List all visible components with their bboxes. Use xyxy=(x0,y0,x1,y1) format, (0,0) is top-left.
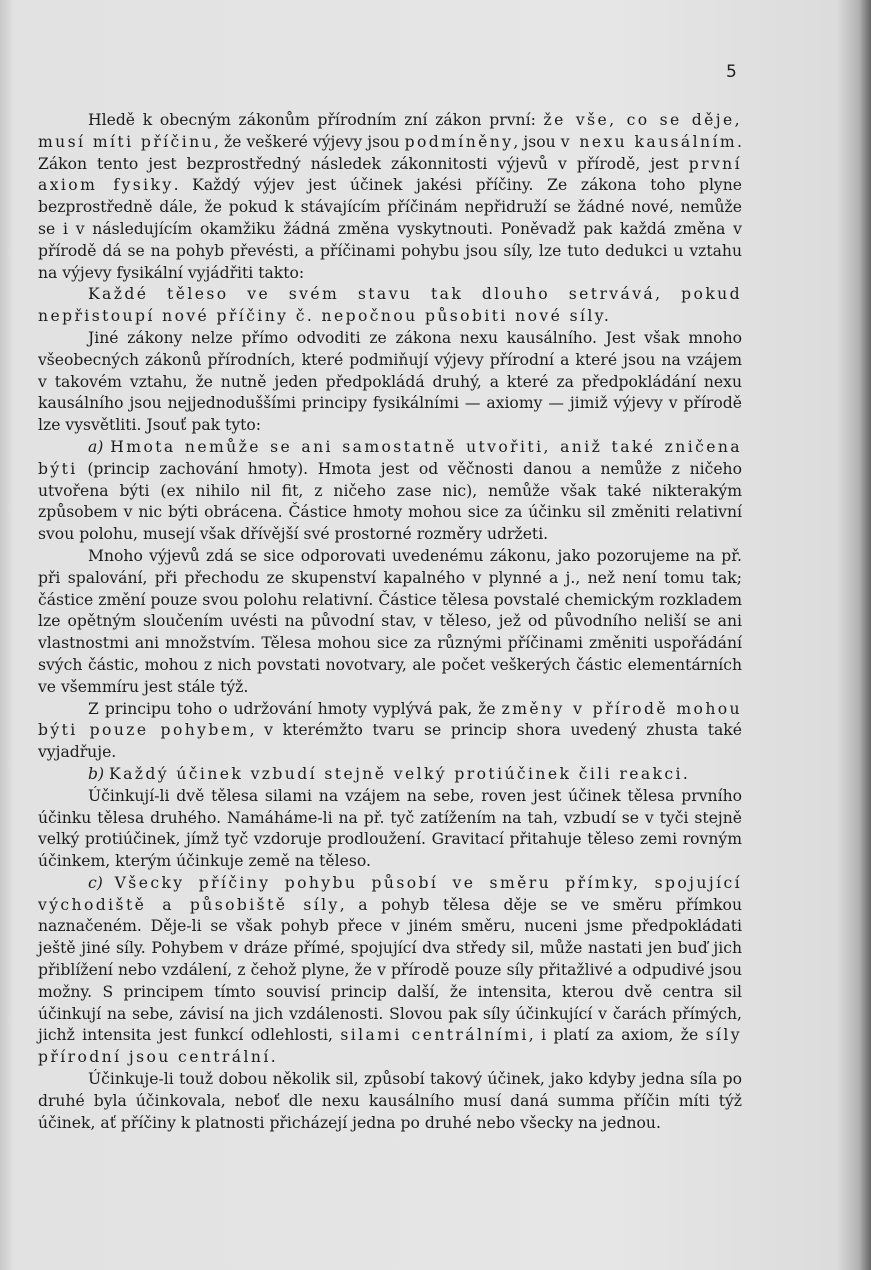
text-segment: . Zákon tento jest bezprostředný následek zákonnitosti výjevů v přírodě, jest xyxy=(38,132,743,173)
paragraph-p6 xyxy=(38,699,742,764)
text-segment: Účinkuje-li touž dobou několik sil, způsobí takový účinek, jako kdyby jedna síla po druhé byla účinkovala, neboť dle nexu kausálního musí daná summa příčin míti týž účinek, ať příčiny k platnosti přicházejí jedna po druhé nebo všecky na jednou. xyxy=(38,1070,742,1132)
paragraph-p3 xyxy=(38,328,742,437)
text-segment: , že veškeré výjevy jsou xyxy=(213,132,405,151)
page-number: 5 xyxy=(726,62,737,82)
paragraph-p5 xyxy=(38,546,742,699)
text-body xyxy=(38,110,742,1134)
text-segment: , a pohyb tělesa děje se ve směru přímkou naznačeném. Děje-li se však pohyb přece v jiném směru, nuceni jsme předpokládati ještě jiné síly. Pohybem v dráze přímé, spojující dva středy sil, může nastati jen buď jich přiblížení nebo vzdálení, z čehož plyne, že v přírodě pouze síly přitažlivé a odpudivé jsou možny. S principem tímto souvisí princip další, že intensita, kterou dvě centra sil účinkují na sebe, závisí na jich vzdálenosti. Slovou pak síly účinkující v čarách přímých, jichž intensita jest funkcí odlehlosti, xyxy=(38,895,742,1045)
item-marker: b) xyxy=(88,764,105,783)
text-segment: Z principu toho o udržování hmoty vyplývá pak, že xyxy=(88,699,502,718)
text-segment: Účinkují-li dvě tělesa silami na vzájem na sebe, roven jest účinek tělesa prvního účinku tělesa druhého. Namáháme-li na př. tyč zatížením na tah, vzbudí se v tyči stejně velký protiúčinek, jímž tyč vzdoruje prodloužení. Gravitací přitahuje těleso zemi rovným účinkem, kterým účinkuje země na těleso. xyxy=(38,786,742,871)
text-segment: Hledě k obecným zákonům přírodním zní zákon první: xyxy=(88,111,544,129)
text-segment: , jsou xyxy=(513,132,561,151)
text-segment: (princip zachování hmoty). Hmota jest od věčnosti danou a nemůže z ničeho utvořena býti (ex nihilo nil fit, z ničeho zase nic), nemůže však také nikterakým způsobem v nic býti obrácena. Částice hmoty mohou sice za účinku sil změniti relativní svou polohu, musejí však dřívější své prostorné rozměry udržeti. xyxy=(38,459,742,544)
paragraph-p7 xyxy=(38,764,742,786)
paragraph-p4 xyxy=(38,437,742,546)
spaced-emphasis: Všecky příčiny pohybu působí ve směru přímky, spojující východiště a působiště síly xyxy=(38,873,742,914)
spaced-emphasis: Hmota nemůže se ani samostatně utvořiti, aniž také zničena býti xyxy=(38,437,742,478)
item-marker: c) xyxy=(88,873,103,892)
spaced-emphasis: že vše, co se děje, musí míti příčinu xyxy=(38,111,742,151)
paragraph-p10 xyxy=(38,1069,742,1134)
page-edge-shadow xyxy=(859,0,871,1270)
spaced-emphasis: podmíněny xyxy=(404,132,514,151)
spaced-emphasis: Každé těleso ve svém stavu tak dlouho setrvává, pokud nepřistoupí nové příčiny č. nepočnou působiti nové síly. xyxy=(38,285,742,326)
spaced-emphasis: změny v přírodě mohou býti pouze pohybem xyxy=(38,699,743,740)
spaced-emphasis: síly přírodní jsou centrální. xyxy=(38,1026,742,1067)
text-segment: , v kterémžto tvaru se princip shora uvedený zhusta také vyjadřuje. xyxy=(38,721,742,762)
text-segment: . Každý výjev jest účinek jakési příčiny. Ze zákona toho plyne bezprostředně dále, že pokud k stávajícím příčinám nepřidruží se žádné nové, nemůže se i v následujícím okamžiku žádná změna vyskytnouti. Poněvadž pak každá změna v přírodě dá se na pohyb převésti, a příčinami pohybu jsou síly, lze tuto dedukci u vztahu na výjevy fysikální vyjádřiti takto: xyxy=(38,176,743,282)
text-segment xyxy=(103,874,115,892)
paragraph-p8 xyxy=(38,786,742,873)
item-marker: a) xyxy=(88,437,104,456)
paragraph-p9 xyxy=(38,873,742,1069)
spaced-emphasis: první axiom fysiky xyxy=(38,154,742,195)
paragraph-p2 xyxy=(38,284,742,328)
paragraph-p1 xyxy=(38,110,742,284)
spaced-emphasis: silami centrálními xyxy=(340,1026,529,1045)
spaced-emphasis: Každý účinek vzbudí stejně velký protiúčinek čili reakci. xyxy=(109,764,691,783)
text-segment: Jiné zákony nelze přímo odvoditi ze zákona nexu kausálního. Jest však mnoho všeobecných zákonů přírodních, které podmiňují výjevy přírodní a které jsou na vzájem v takovém vztahu, že nutně jeden předpokládá druhý, a které za předpokládání nexu kausálního jsou nejjednoduššími principy fysikálními — axiomy — jimiž výjevy v přírodě lze vysvětliti. Jsouť pak tyto: xyxy=(38,328,742,435)
text-segment: Mnoho výjevů zdá se sice odporovati uvedenému zákonu, jako pozorujeme na př. při spalování, při přechodu ze skupenství kapalného v plynné a j., než není tomu tak; částice změní pouze svou polohu relativní. Částice tělesa povstalé chemickým rozkladem lze opětným sloučením uvésti na původní stav, v těleso, jež od původního neliší se ani vlastnostmi ani množstvím. Tělesa mohou sice za různými příčinami změniti uspořádání svých částic, mohou z nich povstati novotvary, ale počet veškerých částic elementárních ve všemmíru jest stále týž. xyxy=(38,546,742,696)
spaced-emphasis: v nexu kausálním xyxy=(560,132,738,151)
text-segment: , i platí za axiom, že xyxy=(528,1026,706,1045)
